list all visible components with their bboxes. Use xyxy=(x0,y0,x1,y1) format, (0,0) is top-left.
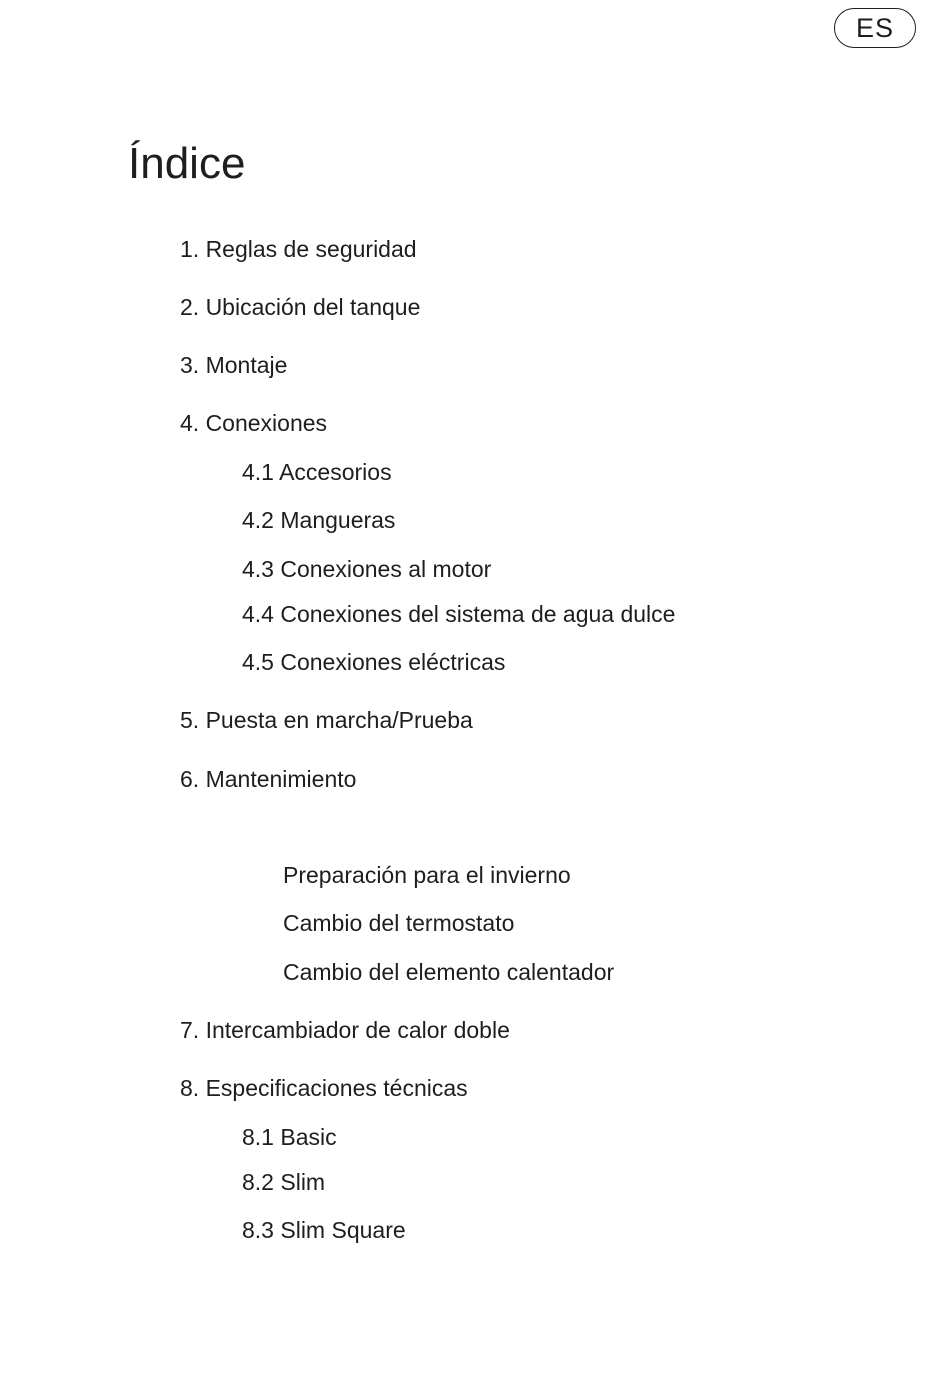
toc-subitem-conexiones-al-motor: 4.3 Conexiones al motor xyxy=(242,556,492,582)
toc-item-mantenimiento: 6. Mantenimiento xyxy=(180,766,357,792)
toc-item-conexiones: 4. Conexiones xyxy=(180,410,328,436)
toc-subitem-accesorios: 4.1 Accesorios xyxy=(242,459,392,485)
toc-subitem-cambio-elemento-calentador: Cambio del elemento calentador xyxy=(283,959,615,985)
toc-subitem-slim: 8.2 Slim xyxy=(242,1169,326,1195)
toc-subitem-conexiones-agua-dulce: 4.4 Conexiones del sistema de agua dulce xyxy=(242,601,676,627)
page-title: Índice xyxy=(128,139,246,188)
language-badge: ES xyxy=(834,8,916,48)
toc-item-intercambiador-de-calor: 7. Intercambiador de calor doble xyxy=(180,1017,510,1043)
toc-subitem-preparacion-invierno: Preparación para el invierno xyxy=(283,862,571,888)
toc-subitem-conexiones-electricas: 4.5 Conexiones eléctricas xyxy=(242,649,506,675)
toc-subitem-basic: 8.1 Basic xyxy=(242,1124,337,1150)
toc-item-especificaciones-tecnicas: 8. Especificaciones técnicas xyxy=(180,1075,468,1101)
toc-subitem-cambio-termostato: Cambio del termostato xyxy=(283,910,515,936)
toc-item-puesta-en-marcha: 5. Puesta en marcha/Prueba xyxy=(180,707,473,733)
toc-item-reglas-de-seguridad: 1. Reglas de seguridad xyxy=(180,236,417,262)
toc-subitem-mangueras: 4.2 Mangueras xyxy=(242,507,396,533)
toc-subitem-slim-square: 8.3 Slim Square xyxy=(242,1217,406,1243)
toc-item-montaje: 3. Montaje xyxy=(180,352,288,378)
toc-item-ubicacion-del-tanque: 2. Ubicación del tanque xyxy=(180,294,421,320)
